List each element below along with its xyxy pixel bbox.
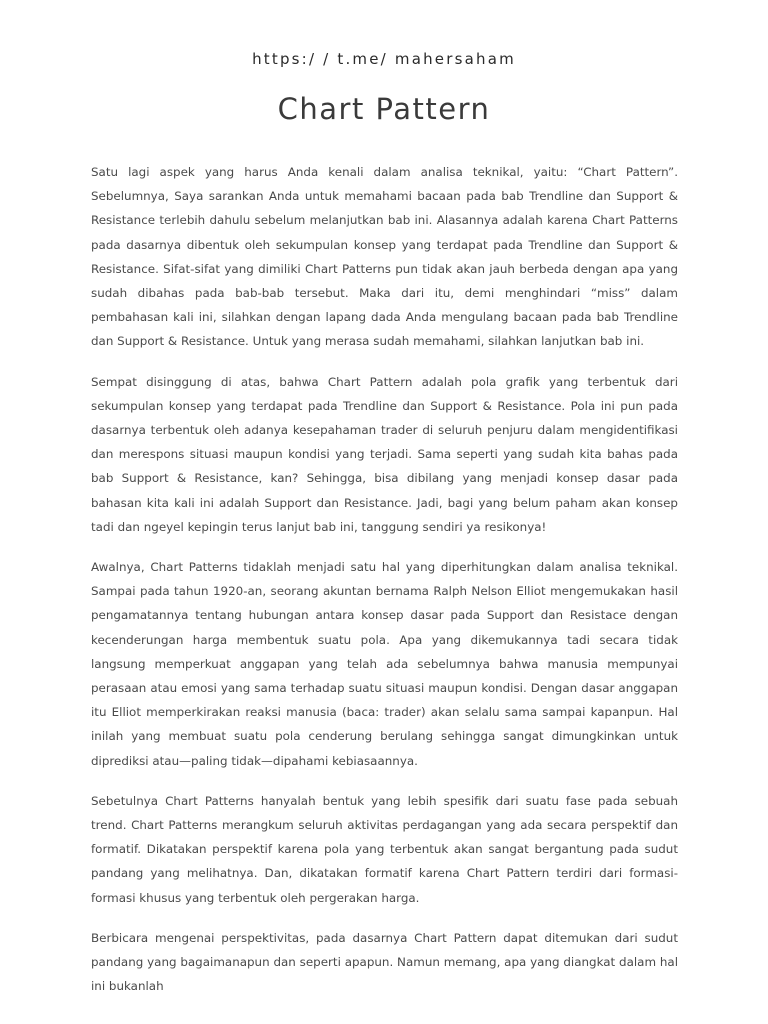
paragraph-5: Berbicara mengenai perspektivitas, pada dasarnya Chart Pattern dapat ditemukan dari sudut pandang yang bagaimanapun dan seperti apapun. Namun memang, apa yang diangkat dalam hal ini bukanlah [91,930,678,994]
article-body [91,160,678,1015]
paragraph-3: Awalnya, Chart Patterns tidaklah menjadi satu hal yang diperhitungkan dalam analisa teknikal. Sampai pada tahun 1920-an, seorang akuntan bernama Ralph Nelson Elliot mengemukakan hasil pengamatannya tentang hubungan antara konsep dasar pada Support dan Resistace dengan kecenderungan harga membentuk suatu pola. Apa yang dikemukannya tadi secara tidak langsung memperkuat anggapan yang telah ada sebelumnya bahwa manusia mempunyai perasaan atau emosi yang sama terhadap suatu situasi maupun kondisi. Dengan dasar anggapan itu Elliot memperkirakan reaksi manusia (baca: trader) akan selalu sama sampai kapanpun. Hal inilah yang membuat suatu pola cenderung berulang sehingga sangat dimungkinkan untuk diprediksi atau—paling tidak—dipahami kebiasaannya. [91,560,678,768]
paragraph-4: Sebetulnya Chart Patterns hanyalah bentuk yang lebih spesifik dari suatu fase pada sebuah trend. Chart Patterns merangkum seluruh aktivitas perdagangan yang ada secara perspektif dan formatif. Dikatakan perspektif karena pola yang terbentuk akan sangat bergantung pada sudut pandang yang melihatnya. Dan, dikatakan formatif karena Chart Pattern terdiri dari formasi-formasi khusus yang terbentuk oleh pergerakan harga. [91,793,678,905]
page-title: Chart Pattern [277,92,491,126]
paragraph-2: Sempat disinggung di atas, bahwa Chart Pattern adalah pola grafik yang terbentuk dari sekumpulan konsep yang terdapat pada Trendline dan Support & Resistance. Pola ini pun pada dasarnya terbentuk oleh adanya kesepahaman trader di seluruh penjuru dalam mengidentifikasi dan merespons situasi maupun kondisi yang terjadi. Sama seperti yang sudah kita bahas pada bab Support & Resistance, kan? Sehingga, bisa dibilang yang menjadi konsep dasar pada bahasan kita kali ini adalah Support dan Resistance. Jadi, bagi yang belum paham akan konsep tadi dan ngeyel kepingin terus lanjut bab ini, tanggung sendiri ya resikonya! [91,374,678,534]
paragraph-1: Satu lagi aspek yang harus Anda kenali dalam analisa teknikal, yaitu: “Chart Pattern”. Sebelumnya, Saya sarankan Anda untuk memahami bacaan pada bab Trendline dan Support & Resistance terlebih dahulu sebelum melanjutkan bab ini. Alasannya adalah karena Chart Patterns pada dasarnya dibentuk oleh sekumpulan konsep yang terdapat pada Trendline dan Support & Resistance. Sifat-sifat yang dimiliki Chart Patterns pun tidak akan jauh berbeda dengan apa yang sudah dibahas pada bab-bab tersebut. Maka dari itu, demi menghindari “miss” dalam pembahasan kali ini, silahkan dengan lapang dada Anda mengulang bacaan pada bab Trendline dan Support & Resistance. Untuk yang merasa sudah memahami, silahkan lanjutkan bab ini. [91,165,678,349]
telegram-link[interactable]: https:/ / t.me/ mahersaham [252,50,516,68]
